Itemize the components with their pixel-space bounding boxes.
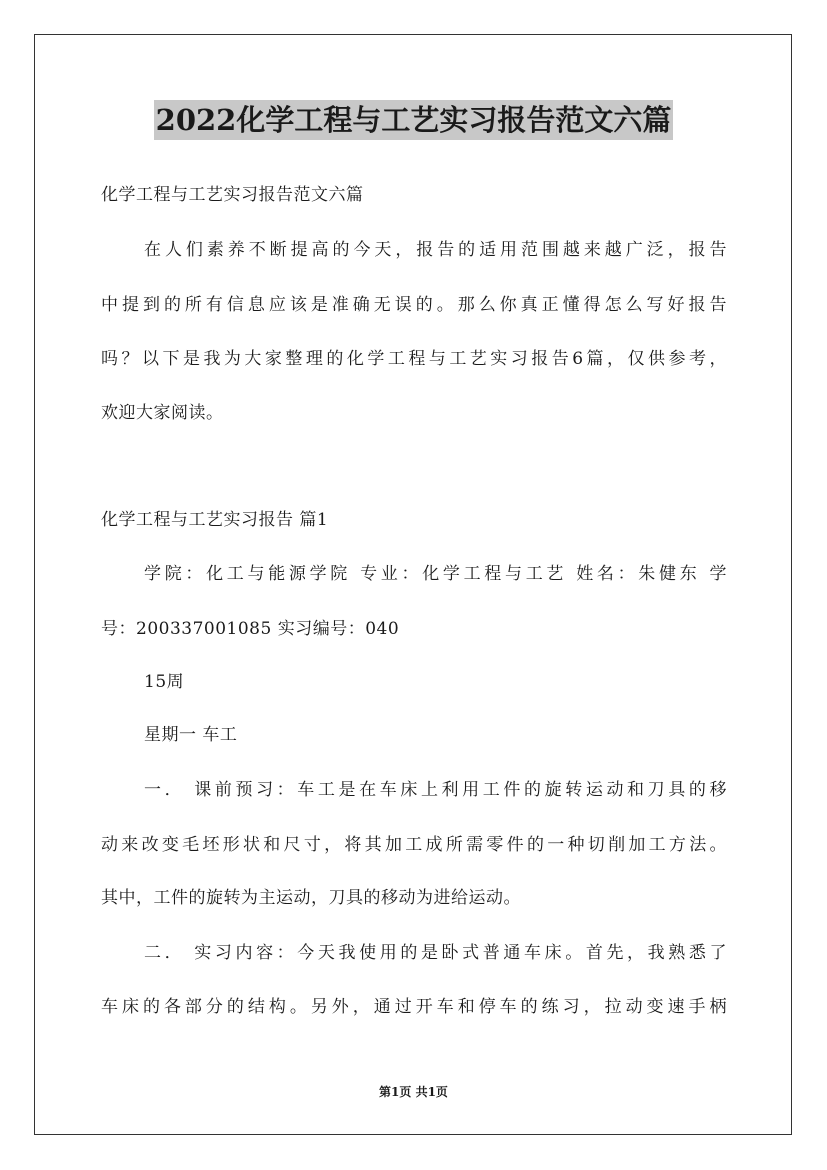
document-title: 2022化学工程与工艺实习报告范文六篇 [154,100,674,140]
item2-line-1: 二． 实习内容：今天我使用的是卧式普通车床。首先，我熟悉了 [144,943,727,963]
day-label: 星期一 车工 [144,725,238,745]
intro-line-2: 中提到的所有信息应该是准确无误的。那么你真正懂得怎么写好报告 [101,295,727,315]
page-number: 第1页 共1页 [379,1085,448,1099]
item1-line-2: 动来改变毛坯形状和尺寸，将其加工成所需零件的一种切削加工方法。 [101,835,727,855]
document-subtitle: 化学工程与工艺实习报告范文六篇 [101,185,364,205]
info-line-2: 号：200337001085 实习编号：040 [101,619,400,639]
intro-line-3: 吗？以下是我为大家整理的化学工程与工艺实习报告6篇，仅供参考， [101,349,727,369]
week-label: 15周 [144,672,185,692]
page-footer [0,1083,827,1101]
section-heading: 化学工程与工艺实习报告 篇1 [101,510,329,530]
intro-line-4: 欢迎大家阅读。 [101,403,224,423]
item2-line-2: 车床的各部分的结构。另外，通过开车和停车的练习，拉动变速手柄 [101,997,727,1017]
item1-line-3: 其中，工件的旋转为主运动，刀具的移动为进给运动。 [101,888,521,908]
info-line-1: 学院：化工与能源学院 专业：化学工程与工艺 姓名：朱健东 学 [144,564,727,584]
item1-line-1: 一． 课前预习：车工是在车床上利用工件的旋转运动和刀具的移 [144,780,727,800]
intro-line-1: 在人们素养不断提高的今天，报告的适用范围越来越广泛，报告 [144,240,727,260]
